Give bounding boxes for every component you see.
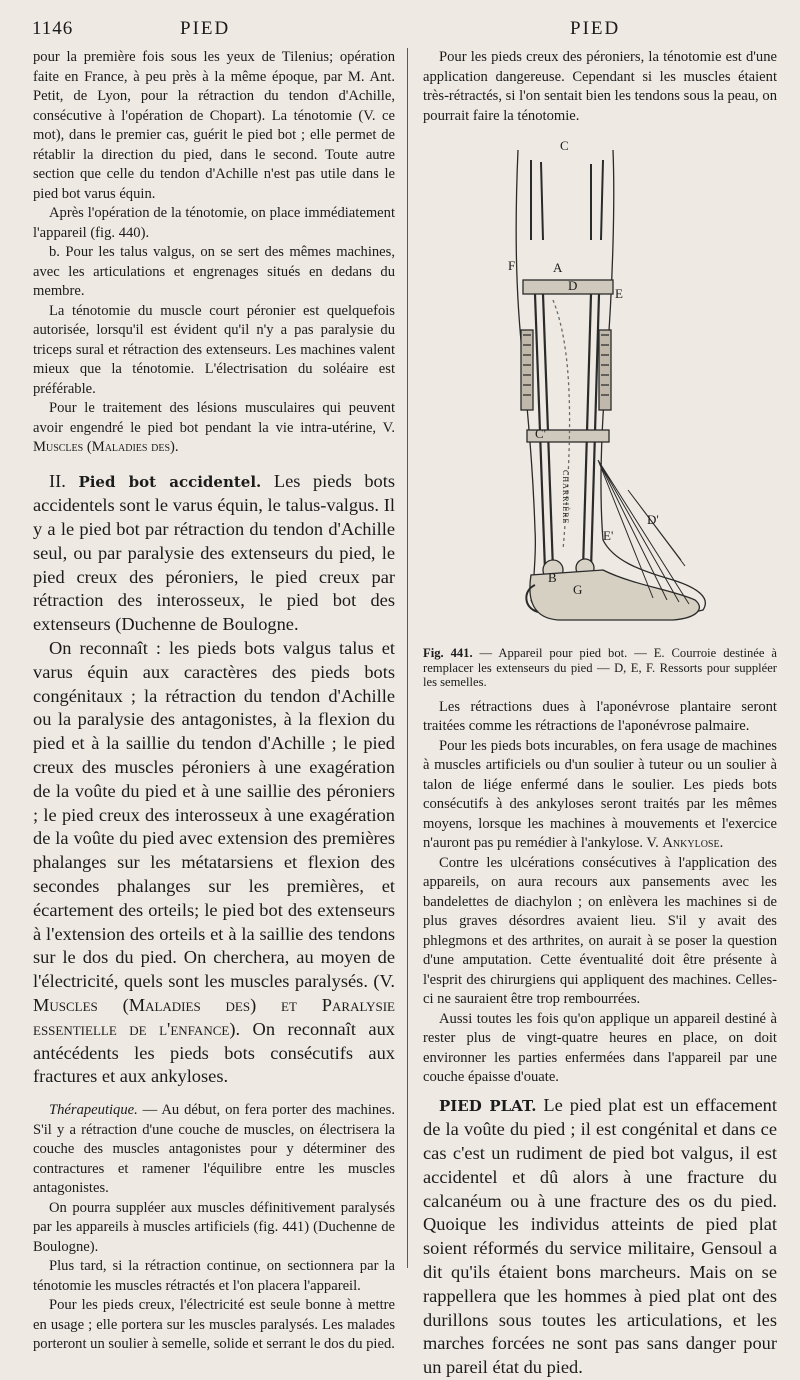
paragraph: On pourra suppléer aux muscles définitivement paralysés par les appareils à muscles artificiels (fig. 441) (Duchenne de Boulogne). (33, 1199, 395, 1258)
figure-label: C' (535, 426, 546, 442)
paragraph: Les rétractions dues à l'aponévrose plantaire seront traitées comme les rétractions de l'aponévrose palmaire. (423, 698, 777, 737)
leg-brace-drawing (423, 130, 777, 642)
column-divider (407, 48, 408, 1268)
cross-reference: Muscles (Maladies des) et Paralysie essentielle de l'enfance (33, 995, 395, 1039)
paragraph: La ténotomie du muscle court péronier est quelquefois autorisée, lorsqu'il est évident qu'il n'y a pas paralysie du triceps sural et rétraction des extenseurs. Les machines valent mieux que la ténotomie. L'électrisation du soléaire est préférable. (33, 302, 395, 400)
section-paragraph (33, 470, 395, 638)
subheading: Thérapeutique. (49, 1102, 138, 1118)
figure-label: A (553, 260, 562, 276)
figure-label: G (573, 582, 582, 598)
paragraph (33, 637, 395, 1089)
section-number: II. (49, 471, 66, 491)
paragraph (423, 737, 777, 854)
paragraph-text: ). On reconnaît aux antécédents les pieds bots consécutifs aux fractures et aux ankyloses. (33, 1019, 395, 1087)
cross-reference: Muscles (Maladies des). (33, 439, 179, 455)
figure-brace-illustration (423, 130, 777, 642)
paragraph (33, 1101, 395, 1199)
page-number: 1146 (32, 18, 73, 40)
figure-label: E (615, 286, 623, 302)
entry-paragraph (423, 1094, 777, 1380)
paragraph-text: Pour le traitement des lésions musculaires qui peuvent avoir engendré le pied bot pendant la vie intra-utérine, V. (33, 400, 395, 436)
running-head-right: PIED (570, 18, 620, 40)
left-column (33, 48, 395, 1355)
caption-number: Fig. 441. (423, 646, 473, 660)
paragraph: Après l'opération de la ténotomie, on place immédiatement l'appareil (fig. 440). (33, 204, 395, 243)
figure-caption (423, 646, 777, 690)
running-head-left: PIED (180, 18, 230, 40)
paragraph: b. Pour les talus valgus, on se sert des mêmes machines, avec les articulations et engrenages situés en dedans du membre. (33, 243, 395, 302)
paragraph: Contre les ulcérations consécutives à l'application des appareils, on aura recours aux pansements avec les bandelettes de diachylon ; on enlèvera les machines si de plus graves désordres avaient lieu. S'il y avait des phlegmons et des arthrites, on aurait à se poser la question d'une amputation. Cette éventualité doit être présente à l'esprit des chirurgiens qui appliquent des machines. Celles-ci ne sauraient être trop rembourrées. (423, 854, 777, 1010)
cross-reference: Ankylose. (662, 835, 723, 851)
section-title: Pied bot accidentel. (78, 473, 261, 491)
paragraph-text: Pour les pieds bots incurables, on fera usage de machines à muscles artificiels ou d'un soulier à tuteur ou un soulier à talon de liége enfermé dans le soulier. Les pieds bots consécutifs à des ankyloses seront traités par les mêmes moyens, lorsque les machines à mouvements et l'exercice n'auront pas pu remédier à l'ankylose. V. (423, 738, 777, 852)
paragraph (33, 399, 395, 458)
paragraph-text: Les pieds bots accidentels sont le varus équin, le talus-valgus. Il y a le pied bot par rétraction du tendon d'Achille seul, ou par paralysie des extenseurs du pied, le pied creux des péroniers, le pied creux par rétraction des interosseux, le pied bot des extenseurs (Duchenne de Boulogne. (33, 471, 395, 635)
caption-text: — Appareil pour pied bot. — E. Courroie destinée à remplacer les extenseurs du pied — D, E, F. Ressorts pour suppléer les semelles. (423, 646, 777, 689)
right-column (423, 48, 777, 1380)
paragraph: pour la première fois sous les yeux de Tilenius; opération faite en France, à peu près à la même époque, par M. Ant. Petit, de Lyon, pour la rétraction du tendon d'Achille, consécutive à l'opération de Chopart). La ténotomie (V. ce mot), dans le premier cas, guérit le pied bot ; elle permet de rétablir la direction du pied, dans le second. Toute autre section que celle du tendon d'Achille n'est pas utile dans le pied bot varus équin. (33, 48, 395, 204)
figure-inscription: CHARRIÈRE (561, 470, 570, 524)
figure-label: F (508, 258, 515, 274)
paragraph-text: On reconnaît : les pieds bots valgus talus et varus équin aux caractères des pieds bots congénitaux ; la rétraction du tendon d'Achille ou la paralysie des antagonistes, à la flexion du pied et à la saillie du tendon d'Achille ; le pied creux des muscles péroniers à une exagération de la voûte du pied et à une saillie des péroniers ; le pied creux des interosseux à une exagération de la voûte du pied avec extension des premières phalanges sur les métatarsiens et flexion des secondes phalanges sur les premières, et écartement des orteils; le pied bot des extenseurs à l'extension des orteils et à la saillie des tendons sur le dos du pied. On cherchera, au moyen de l'électricité, quels sont les muscles paralysés. (V. (33, 638, 395, 991)
entry-title: PIED PLAT. (439, 1097, 536, 1115)
paragraph: Plus tard, si la rétraction continue, on sectionnera par la ténotomie les muscles rétractés et l'on placera l'appareil. (33, 1257, 395, 1296)
figure-label: C (560, 138, 569, 154)
paragraph-text: Le pied plat est un effacement de la voûte du pied ; il est congénital et dans ce cas c'est un rudiment de pied bot valgus, il est accidentel et dû alors à une fracture du calcanéum ou à une fracture des os du pied. Quoique les individus atteints de pied plat soient réformés du service militaire, Gensoul a dit qu'ils étaient bons marcheurs. Mais on se rappellera que les hommes à pied plat ont des durillons sous toutes les articulations, et les marches forcées ne sont pas sans danger pour un pareil état du pied. (423, 1095, 777, 1378)
figure-label: D' (647, 512, 659, 528)
page-header (0, 18, 800, 46)
figure-label: B (548, 570, 557, 586)
paragraph: Aussi toutes les fois qu'on applique un appareil destiné à rester plus de vingt-quatre heures en place, on doit environner les parties enfermées dans l'appareil par une couche épaisse d'ouate. (423, 1010, 777, 1088)
paragraph: Pour les pieds creux, l'électricité est seule bonne à mettre en usage ; elle portera sur les muscles paralysés. Les malades porteront un soulier à semelle, solide et serrant le dos du pied. (33, 1296, 395, 1355)
paragraph: Pour les pieds creux des péroniers, la ténotomie est d'une application dangereuse. Cependant si les muscles étaient très-rétractés, si l'on sentait bien les tendons sous la peau, on pourrait faire la ténotomie. (423, 48, 777, 126)
figure-label: D (568, 278, 577, 294)
paragraph-text: — Au début, on fera porter des machines. S'il y a rétraction d'une couche de muscles, on électrisera la couche des muscles antagonistes pour y déterminer des contractures et ramener l'équilibre entre les muscles antagonistes. (33, 1102, 395, 1196)
figure-label: E' (603, 528, 613, 544)
